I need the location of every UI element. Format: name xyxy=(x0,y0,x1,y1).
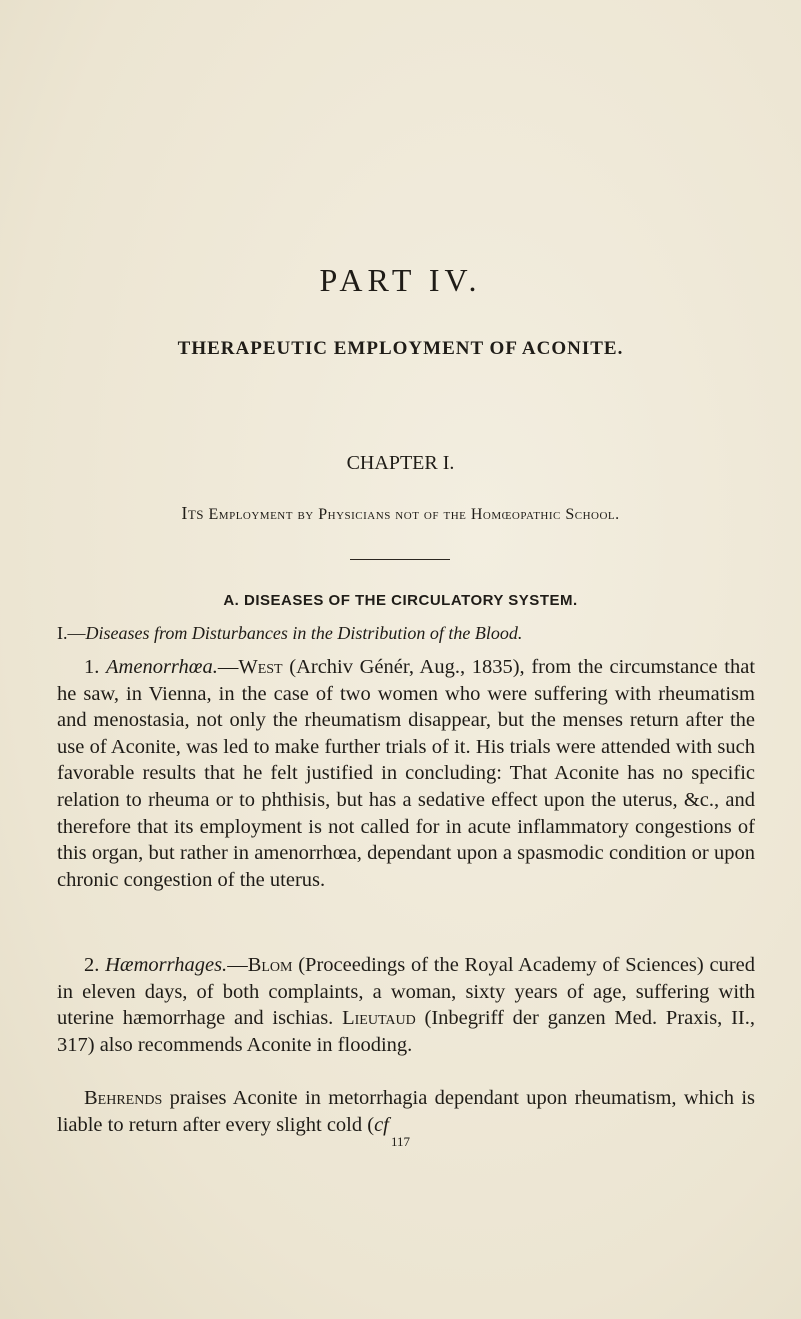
subsection-number: I.— xyxy=(57,623,86,643)
p1-text: (Archiv Génér, Aug., 1835), from the circumstance that he saw, in Vienna, in the case of two women who were suffering with rheumatism and menostasia, not only the rheumatism disappear, but the menses return after the use of Aconite, was led to make further trials of it. His trials were attended with such favorable results that he felt justified in concluding: That Aconite has no specific relation to rheuma or to phthisis, but has a sedative effect upon the uterus, &c., and therefore that its employment is not called for in acute inflammatory congestions of this organ, but rather in amenorrhœa, dependant upon a spasmodic condition or upon chronic congestion of the uterus. xyxy=(57,656,756,891)
subsection-title: Diseases from Disturbances in the Distribution of the Blood. xyxy=(85,623,523,643)
p1-dash: — xyxy=(217,656,239,678)
paragraph-behrends xyxy=(57,1085,755,1138)
book-subtitle: THERAPEUTIC EMPLOYMENT OF ACONITE. xyxy=(177,338,624,359)
p2-dash: — xyxy=(227,954,248,976)
paragraph-amenorrhoea xyxy=(57,654,755,893)
p1-author: West xyxy=(238,656,283,678)
chapter-heading: CHAPTER I. xyxy=(346,452,455,474)
chapter-subtitle-its: Its xyxy=(181,503,205,523)
p2-text: (Proceedings of the Royal Academy of Sciences) cured in eleven days, of both complaints, a woman, sixty years of age, suffering with uterine hæmorrhage and ischias. xyxy=(57,954,755,1030)
chapter-subtitle-rest: Employment by Physicians not of the Homœopathic School. xyxy=(208,506,620,523)
p2-term: Hæmorrhages. xyxy=(105,954,228,976)
p2-author2: Lieutaud xyxy=(342,1007,416,1030)
section-divider xyxy=(350,559,450,560)
chapter-subtitle xyxy=(0,503,801,524)
p2-number: 2. xyxy=(84,954,106,976)
subsection-heading xyxy=(57,623,757,644)
p3-cf: cf xyxy=(374,1113,389,1136)
part-title: PART IV. xyxy=(319,262,482,298)
p3-text: praises Aconite in metorrhagia dependant upon rheumatism, which is liable to return after every slight cold ( xyxy=(57,1087,755,1136)
p1-number: 1. xyxy=(84,656,107,678)
p2-text2: (Inbegriff der ganzen Med. Praxis, II., 317) also recommends Aconite in flooding. xyxy=(57,1007,755,1056)
paragraph-haemorrhages xyxy=(57,952,755,1058)
section-heading: A. DISEASES OF THE CIRCULATORY SYSTEM. xyxy=(223,592,578,609)
p2-author: Blom xyxy=(247,954,293,976)
p3-author: Behrends xyxy=(84,1087,163,1109)
page-number: 117 xyxy=(390,1134,411,1149)
p1-term: Amenorrhœa. xyxy=(106,656,218,678)
